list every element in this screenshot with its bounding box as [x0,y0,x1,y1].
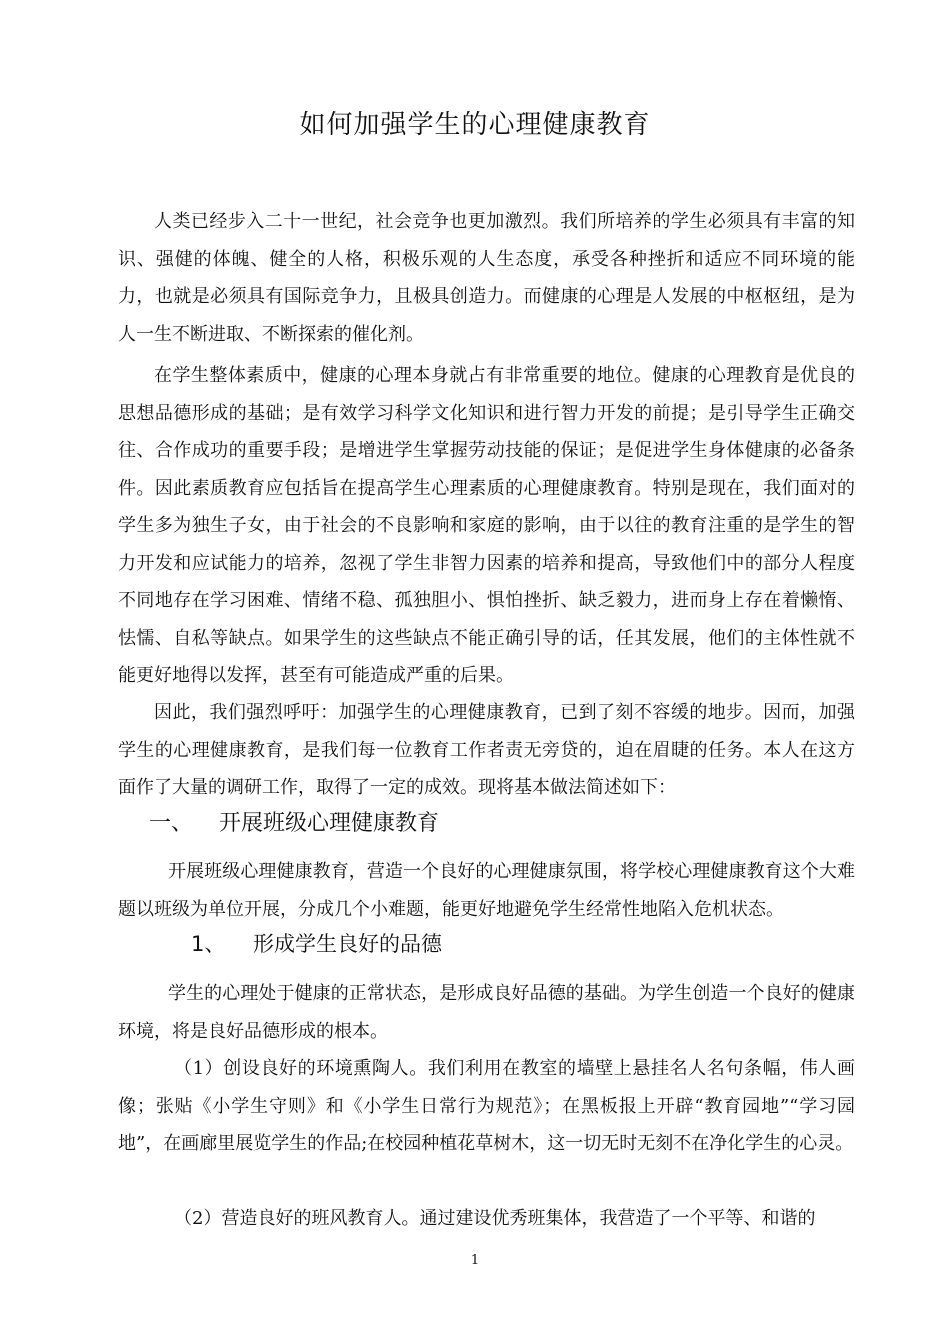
subsection-paragraph: 学生的心理处于健康的正常状态，是形成良好品德的基础。为学生创造一个良好的健康环境，将是良好品德形成的根本。 [118,983,855,1042]
section-heading [149,806,849,837]
document-title: 如何加强学生的心理健康教育 [299,110,651,140]
subsection-number: 1、 [191,932,226,956]
subsection-title: 形成学生良好的品德 [253,932,442,956]
list-item: （1）创设良好的环境熏陶人。我们利用在教室的墙壁上悬挂名人名句条幅，伟人画像；张贴《小学生守则》和《小学生日常行为规范》；在黑板报上开辟“教育园地”“学习园地”，在画廊里展览学生的作品;在校园种植花草树木，这一切无时无刻不在净化学生的心灵。 [118,1058,855,1154]
paragraph-appeal: 因此，我们强烈呼吁：加强学生的心理健康教育，已到了刻不容缓的地步。因而，加强学生的心理健康教育，是我们每一位教育工作者责无旁贷的，迫在眉睫的任务。本人在这方面作了大量的调研工作，取得了一定的成效。现将基本做法简述如下： [118,702,855,798]
paragraph-intro: 人类已经步入二十一世纪，社会竞争也更加激烈。我们所培养的学生必须具有丰富的知识、强健的体魄、健全的人格，积极乐观的人生态度，承受各种挫折和适应不同环境的能力，也就是必须具有国际竞争力，且极具创造力。而健康的心理是人发展的中枢枢纽，是为人一生不断进取、不断探索的催化剂。 [118,211,855,345]
section-title: 开展班级心理健康教育 [219,811,440,836]
list-item: （2）营造良好的班风教育人。通过建设优秀班集体，我营造了一个平等、和谐的 [174,1208,816,1229]
section-paragraph: 开展班级心理健康教育，营造一个良好的心理健康氛围，将学校心理健康教育这个大难题以班级为单位开展，分成几个小难题，能更好地避免学生经常性地陷入危机状态。 [118,861,855,920]
section-number: 一、 [149,811,194,836]
paragraph-importance: 在学生整体素质中，健康的心理本身就占有非常重要的地位。健康的心理教育是优良的思想品德形成的基础；是有效学习科学文化知识和进行智力开发的前提；是引导学生正确交往、合作成功的重要手段；是增进学生掌握劳动技能的保证；是促进学生身体健康的必备条件。因此素质教育应包括旨在提高学生心理素质的心理健康教育。特别是现在，我们面对的学生多为独生子女，由于社会的不良影响和家庭的影响，由于以往的教育注重的是学生的智力开发和应试能力的培养，忽视了学生非智力因素的培养和提高，导致他们中的部分人程度不同地存在学习困难、情绪不稳、孤独胆小、惧怕挫折、缺乏毅力，进而身上存在着懒惰、怯懦、自私等缺点。如果学生的这些缺点不能正确引导的话，任其发展，他们的主体性就不能更好地得以发挥，甚至有可能造成严重的后果。 [118,365,855,686]
page-number: 1 [470,1253,480,1268]
subsection-heading [191,928,841,958]
